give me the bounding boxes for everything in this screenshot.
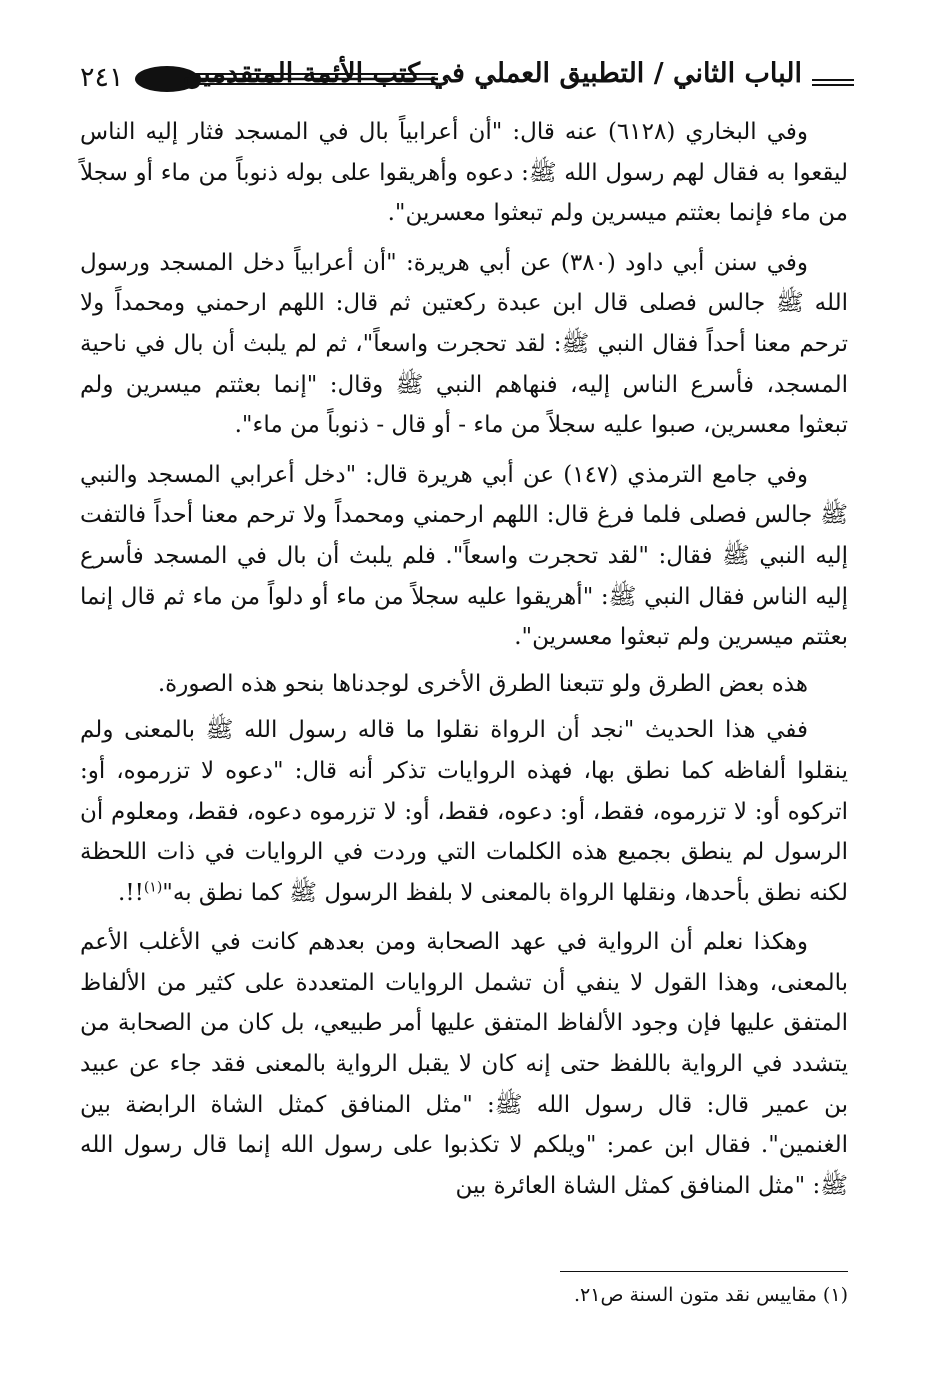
body-text [80,112,848,1215]
paragraph-analysis-text: ففي هذا الحديث "نجد أن الرواة نقلوا ما قاله رسول الله ﷺ بالمعنى ولم ينقلوا ألفاظه كما نطق بها، فهذه الروايات تذكر أنه قال: "دعوه لا تزرموه، أو: اتركوه أو: لا تزرموه، فقط، أو: دعوه، فقط، أو: لا تزرموه دعوه، فقط، ومعلوم أن الرسول لم ينطق بجميع هذه الكلمات التي وردت في الروايات في ذات اللحظة لكنه نطق بأحدها، ونقلها الرواة بالمعنى لا بلفظ الرسول ﷺ كما نطق به" [80,717,848,906]
chapter-title: الباب الثاني / التطبيق العملي في كتب الأئمة المتقدمين [182,58,802,89]
paragraph-summary: هذه بعض الطرق ولو تتبعنا الطرق الأخرى لوجدناها بنحو هذه الصورة. [157,670,808,697]
paragraph-conclusion: وهكذا نعلم أن الرواية في عهد الصحابة ومن بعدهم كانت في الأغلب الأعم بالمعنى، وهذا القول لا ينفي أن تشمل الروايات المتعددة على كثير من الألفاظ المتفق عليها فإن وجود الألفاظ المتفق عليها أمر طبيعي، بل كان من الصحابة من يتشدد في الرواية باللفظ حتى إنه كان لا يقبل الرواية بالمعنى فقد جاء عن عبيد بن عمير قال: قال رسول الله ﷺ: "مثل المنافق كمثل الشاة الرابضة بين الغنمين". فقال ابن عمر: "ويلكم لا تكذبوا على رسول الله إنما قال رسول الله ﷺ: "مثل المنافق كمثل الشاة العائرة بين [80,929,848,1199]
footnote-separator [560,1271,848,1272]
footnote-text: (١) مقاييس نقد متون السنة ص٢١. [573,1284,848,1306]
paragraph-bukhari: وفي البخاري (٦١٢٨) عنه قال: "أن أعرابياً بال في المسجد فثار إليه الناس ليقعوا به فقال لهم رسول الله ﷺ: دعوه وأهريقوا على بوله ذنوباً من ماء أو سجلاً من ماء فإنما بعثتم ميسرين ولم تبعثوا معسرين". [80,119,848,227]
page-number: ٢٤١ [80,62,124,93]
paragraph-analysis-tail: !!. [118,879,144,906]
running-header [70,44,862,114]
paragraph-abu-dawud: وفي سنن أبي داود (٣٨٠) عن أبي هريرة: "أن أعرابياً دخل المسجد ورسول الله ﷺ جالس فصلى قال ابن عبدة ركعتين ثم قال: اللهم ارحمني ومحمداً ولا ترحم معنا أحداً فقال النبي ﷺ: لقد تحجرت واسعاً"، ثم لم يلبث أن بال في ناحية المسجد، فأسرع الناس إليه، فنهاهم النبي ﷺ وقال: "إنما بعثتم ميسرين ولم تبعثوا معسرين، صبوا عليه سجلاً من ماء - أو قال - ذنوباً من ماء". [80,249,848,439]
paragraph-tirmidhi: وفي جامع الترمذي (١٤٧) عن أبي هريرة قال: "دخل أعرابي المسجد والنبي ﷺ جالس فصلى فلما فرغ قال: اللهم ارحمني ومحمداً ولا ترحم معنا أحداً فالتفت إليه النبي ﷺ فقال: "لقد تحجرت واسعاً". فلم يلبث أن بال في المسجد فأسرع إليه الناس فقال النبي ﷺ: "أهريقوا عليه سجلاً من ماء أو دلواً من ماء ثم قال إنما بعثتم ميسرين ولم تبعثوا معسرين". [80,461,848,651]
header-rule-tail [812,76,854,88]
footnote-reference: (١) [143,879,163,896]
paragraph-analysis [80,710,848,913]
